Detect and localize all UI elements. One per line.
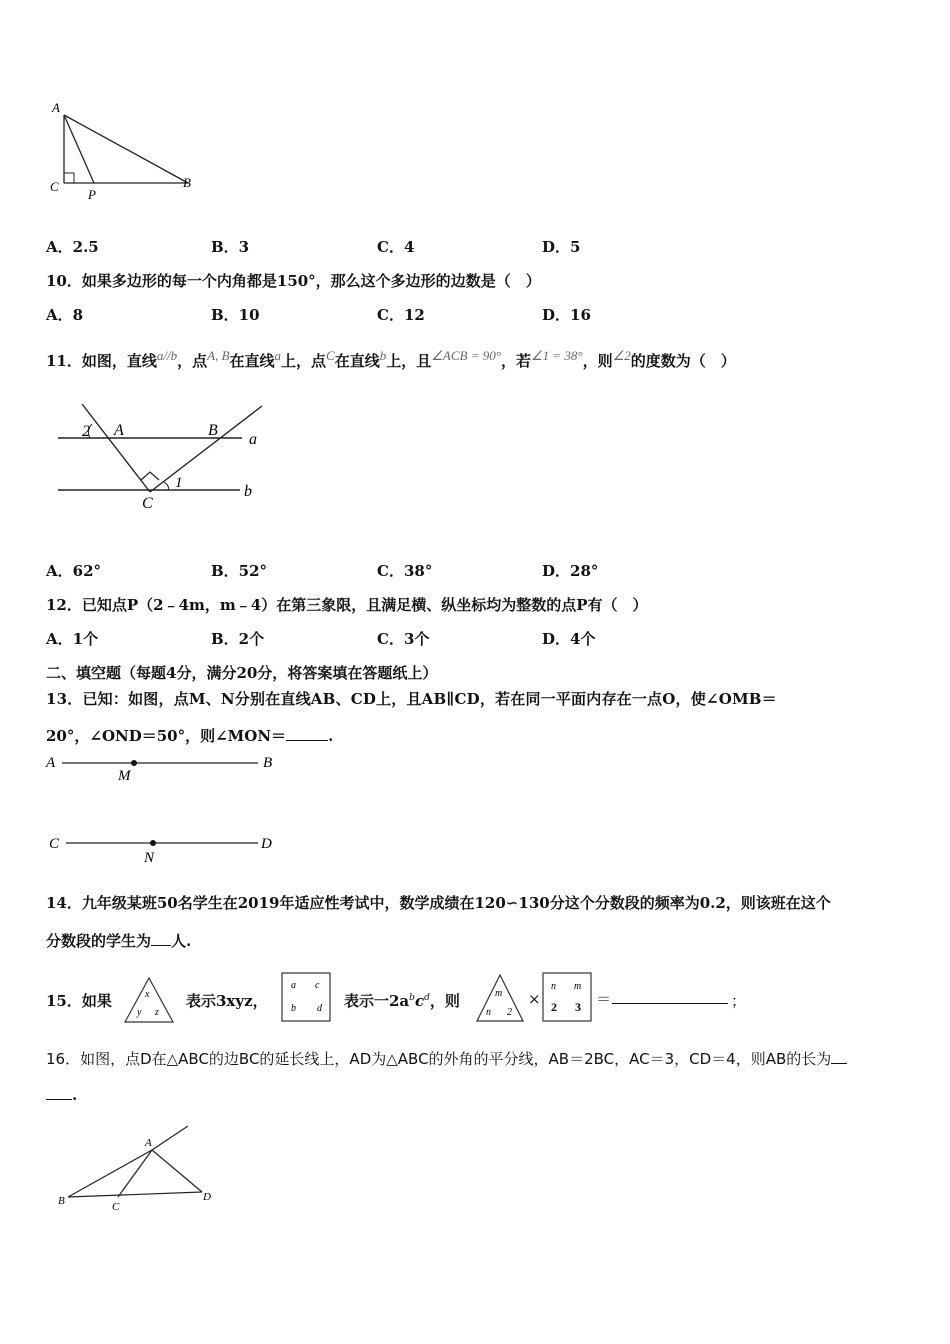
q11-math-C: C — [326, 348, 335, 363]
label-A: A — [52, 100, 60, 115]
q15-meaning-2 — [344, 990, 460, 1011]
sq1-tr: c — [315, 980, 320, 991]
times-sign: × — [528, 990, 541, 1008]
q15-end: ； — [731, 992, 747, 1010]
label-A: A — [46, 755, 56, 771]
square-symbol-1 — [281, 972, 331, 1022]
q15-expr: 表示一2a — [344, 992, 410, 1010]
q10-option-d: D．16 — [542, 306, 591, 324]
q15-then: ，则 — [429, 992, 460, 1010]
label-C: C — [49, 836, 60, 852]
answer-blank[interactable] — [286, 740, 328, 741]
q11-text-2: ，点 — [177, 352, 208, 370]
q11-option-d: D．28° — [542, 562, 599, 580]
equals-sign: ＝ — [596, 990, 612, 1008]
q12-option-c: C．3个 — [377, 630, 430, 648]
q10-stem: 10．如果多边形的每一个内角都是150°，那么这个多边形的边数是（ ） — [46, 272, 541, 290]
label-B: B — [208, 422, 218, 439]
q13-line1: 13．已知：如图，点M、N分别在直线AB、CD上，且AB∥CD，若在同一平面内存在一点O，使∠OMB＝ — [46, 690, 777, 708]
label-C: C — [142, 495, 153, 512]
q9-option-a: A．2.5 — [46, 238, 99, 256]
label-B: B — [263, 755, 273, 771]
answer-blank[interactable] — [151, 945, 171, 946]
label-N: N — [144, 850, 155, 866]
q12-stem: 12．已知点P（2﹣4m，m﹣4）在第三象限，且满足横、纵坐标均为整数的点P有（ ） — [46, 596, 648, 614]
q12-option-b: B．2个 — [211, 630, 265, 648]
answer-blank-part2[interactable] — [46, 1099, 72, 1100]
triangle-symbol-1 — [122, 975, 176, 1025]
label-2: 2 — [82, 423, 90, 440]
q13-period: . — [328, 727, 334, 745]
q11-text-7: ，若 — [500, 352, 531, 370]
label-D: D — [261, 836, 272, 852]
q11-math-ab: a//b — [156, 348, 178, 363]
sq2-br: 3 — [575, 1000, 581, 1014]
q14-line1: 14．九年级某班50名学生在2019年适应性考试中，数学成绩在120∽130分这个分数段的频率为0.2，则该班在这个 — [46, 894, 831, 912]
label-A: A — [145, 1137, 152, 1149]
tri1-top: x — [145, 989, 150, 1000]
square-symbol-2 — [542, 972, 592, 1022]
q9-option-c: C．4 — [377, 238, 415, 256]
sq2-tr: m — [574, 981, 582, 992]
tri1-bl: y — [137, 1007, 142, 1018]
q11-math-angle2: ∠2 — [612, 348, 631, 363]
q11-text-9: 的度数为（ ） — [630, 352, 736, 370]
q11-option-a: A．62° — [46, 562, 102, 580]
q11-text-4: 上，点 — [281, 352, 327, 370]
figure-q13 — [40, 750, 290, 875]
q11-text-8: ，则 — [582, 352, 613, 370]
q10-option-b: B．10 — [211, 306, 260, 324]
sq2-tl: n — [551, 981, 556, 992]
answer-blank-part1[interactable] — [831, 1063, 847, 1064]
q16-line2 — [46, 1086, 77, 1104]
q11-option-c: C．38° — [377, 562, 433, 580]
q15-label: 15．如果 — [46, 992, 112, 1010]
label-1: 1 — [175, 475, 183, 491]
q16-period: . — [72, 1086, 78, 1104]
tri2-bl: n — [486, 1007, 491, 1018]
label-C: C — [50, 179, 59, 194]
q10-option-c: C．12 — [377, 306, 425, 324]
q12-option-d: D．4个 — [542, 630, 596, 648]
q11-math-a: a — [274, 348, 282, 363]
q10-option-a: A．8 — [46, 306, 84, 324]
q11-math-b: b — [379, 348, 387, 363]
q14-text: 分数段的学生为 — [46, 932, 152, 950]
section-heading: 二、填空题（每题4分，满分20分，将答案填在答题纸上） — [46, 664, 438, 682]
tri2-top: m — [495, 988, 503, 999]
sq1-tl: a — [291, 980, 296, 991]
q11-math-AB: A, B — [207, 348, 230, 363]
triangle-symbol-2 — [474, 972, 526, 1024]
sq1-bl: b — [291, 1003, 296, 1014]
q11-math-acb: ∠ACB = 90° — [431, 348, 501, 363]
q11-text-1: 11．如图，直线 — [46, 352, 157, 370]
label-D: D — [203, 1191, 211, 1203]
answer-blank[interactable] — [612, 1003, 728, 1004]
label-P: P — [88, 187, 96, 202]
label-A: A — [114, 422, 124, 439]
label-C: C — [112, 1201, 120, 1213]
tri2-br: 2 — [507, 1007, 512, 1018]
label-b: b — [244, 483, 252, 500]
figure-q9 — [40, 95, 210, 205]
sq1-br: d — [317, 1003, 322, 1014]
tri1-br: z — [155, 1007, 159, 1018]
q12-option-a: A．1个 — [46, 630, 99, 648]
figure-q16 — [50, 1120, 230, 1220]
label-M: M — [118, 768, 131, 784]
q13-line2 — [46, 725, 333, 746]
label-B: B — [183, 175, 191, 190]
q15-meaning-1: 表示3xyz， — [186, 992, 268, 1010]
q11-text-5: 在直线 — [334, 352, 380, 370]
q11-math-angle1: ∠1 = 38° — [530, 348, 583, 363]
q15-exp-d: d — [424, 993, 430, 1003]
q11-text-3: 在直线 — [229, 352, 275, 370]
q16-line1 — [46, 1048, 847, 1069]
q11-stem — [46, 350, 736, 371]
q9-option-b: B．3 — [211, 238, 250, 256]
q11-text-6: 上，且 — [386, 352, 432, 370]
q15-exp-b: b — [409, 993, 415, 1003]
label-B: B — [58, 1195, 65, 1207]
q16-text: 16．如图，点D在△ABC的边BC的延长线上，AD为△ABC的外角的平分线，AB＝2BC，AC＝3，CD＝4，则AB的长为 — [46, 1050, 832, 1068]
q14-line2 — [46, 930, 191, 951]
q15-var-c: c — [414, 992, 425, 1010]
q11-option-b: B．52° — [211, 562, 268, 580]
q9-option-d: D．5 — [542, 238, 581, 256]
q14-unit: 人. — [171, 932, 192, 950]
label-a: a — [249, 431, 257, 448]
sq2-bl: 2 — [551, 1000, 557, 1014]
figure-q11 — [50, 398, 280, 518]
q13-text: 20°，∠OND＝50°，则∠MON＝ — [46, 727, 287, 745]
